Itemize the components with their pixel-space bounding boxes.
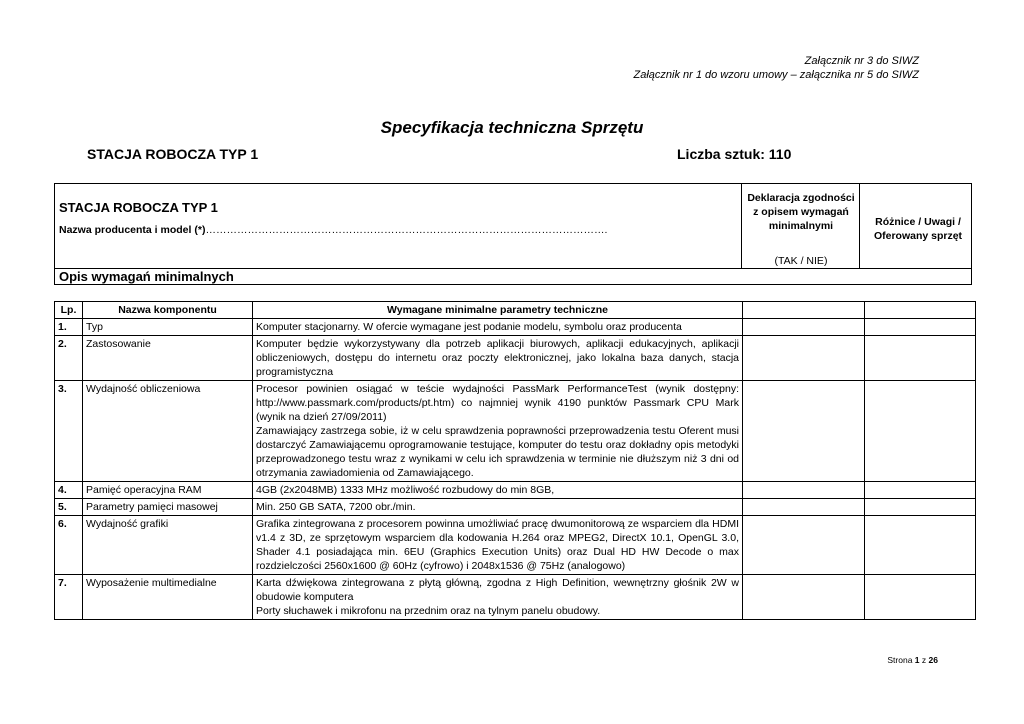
declaration-cell[interactable] [743, 499, 865, 516]
component-name: Wyposażenie multimedialne [83, 575, 253, 620]
differences-cell[interactable] [865, 336, 976, 381]
differences-cell[interactable] [865, 499, 976, 516]
requirement-text: Procesor powinien osiągać w teście wydajności PassMark PerformanceTest (wynik dostępny: http://www.passmark.com/products/pt.htm) co najmniej wynik 4190 punktów Passmark CPU Mark (wynik na dzień 27/09/2011) Zamawiający zastrzega sobie, iż w celu sprawdzenia poprawności przeprowadzenia testu Oferent musi dostarczyć Zamawiającemu oprogramowanie testujące, komputer do testu oraz dokładny opis metodyki przeprowadzonego testu wraz z wynikami w celu ich sprawdzenia w terminie nie dłuższym niż 3 dni od otrzymania zawiadomienia od Zamawiającego. [253, 381, 743, 482]
row-number: 7. [55, 575, 83, 620]
col-header-requirements: Wymagane minimalne parametry techniczne [253, 302, 743, 319]
producer-model-label: Nazwa producenta i model (*) [59, 224, 206, 236]
box-divider [859, 184, 860, 268]
col-header-differences [865, 302, 976, 319]
declaration-cell[interactable] [743, 319, 865, 336]
box-divider [741, 184, 742, 268]
document-title: Specyfikacja techniczna Sprzętu [380, 118, 644, 137]
page-footer [887, 655, 938, 665]
component-name: Pamięć operacyjna RAM [83, 482, 253, 499]
table-header-row [55, 302, 976, 319]
tak-nie-note: (TAK / NIE) [774, 255, 828, 267]
header-annex-line-1: Załącznik nr 3 do SIWZ [804, 55, 919, 67]
differences-cell[interactable] [865, 516, 976, 575]
component-name: Wydajność obliczeniowa [83, 381, 253, 482]
differences-header: Różnice / Uwagi / Oferowany sprzęt [873, 216, 963, 242]
row-number: 2. [55, 336, 83, 381]
producer-model-field [59, 224, 607, 236]
table-row [55, 336, 976, 381]
col-header-component: Nazwa komponentu [83, 302, 253, 319]
table-row [55, 575, 976, 620]
requirement-text: Komputer będzie wykorzystywany dla potrzeb aplikacji biurowych, aplikacji edukacyjnych, aplikacji obliczeniowych, dostępu do internetu oraz poczty elektronicznej, jako lokalna baza danych, stacja programistyczna [253, 336, 743, 381]
box-title: STACJA ROBOCZA TYP 1 [59, 200, 218, 215]
table-row [55, 516, 976, 575]
table-row [55, 381, 976, 482]
quantity-heading: Liczba sztuk: 110 [677, 146, 792, 162]
differences-cell[interactable] [865, 381, 976, 482]
declaration-cell[interactable] [743, 381, 865, 482]
component-name: Wydajność grafiki [83, 516, 253, 575]
requirement-text: Karta dźwiękowa zintegrowana z płytą główną, zgodna z High Definition, wewnętrzny głośnik 2W w obudowie komputera Porty słuchawek i mikrofonu na przednim oraz na tylnym panelu obudowy. [253, 575, 743, 620]
page-number: 1 [914, 655, 920, 665]
requirement-text: 4GB (2x2048MB) 1333 MHz możliwość rozbudowy do min 8GB, [253, 482, 743, 499]
declaration-cell[interactable] [743, 482, 865, 499]
declaration-box [54, 183, 972, 285]
row-number: 5. [55, 499, 83, 516]
declaration-header: Deklaracja zgodności z opisem wymagań minimalnymi [747, 192, 855, 232]
section-heading: Opis wymagań minimalnych [59, 269, 234, 284]
table-row [55, 499, 976, 516]
producer-model-placeholder: ……………………………………………………………………………………………………. [205, 224, 608, 236]
requirement-text: Grafika zintegrowana z procesorem powinna umożliwiać pracę dwumonitorową ze wsparciem dla HDMI v1.4 z 3D, ze sprzętowym wsparciem dla kodowania H.264 oraz MPEG2, DirectX 10.1, OpenGL 3.0, Shader 4.1 posiadająca min. 6EU (Graphics Execution Units) oraz Dual HD HW Decode o max rozdzielczości 2560x1600 @ 60Hz (cyfrowo) i 2048x1536 @ 75Hz (analogowo) [253, 516, 743, 575]
table-row [55, 482, 976, 499]
differences-cell[interactable] [865, 575, 976, 620]
component-name: Parametry pamięci masowej [83, 499, 253, 516]
requirement-text: Komputer stacjonarny. W ofercie wymagane jest podanie modelu, symbolu oraz producenta [253, 319, 743, 336]
declaration-cell[interactable] [743, 575, 865, 620]
row-number: 3. [55, 381, 83, 482]
page-label: Strona [887, 655, 913, 665]
requirement-text: Min. 250 GB SATA, 7200 obr./min. [253, 499, 743, 516]
header-annex-line-2: Załącznik nr 1 do wzoru umowy – załącznika nr 5 do SIWZ [633, 69, 919, 81]
col-header-lp: Lp. [55, 302, 83, 319]
declaration-cell[interactable] [743, 516, 865, 575]
table-row [55, 319, 976, 336]
requirements-table [54, 301, 976, 620]
page-total: 26 [928, 655, 938, 665]
col-header-declaration [743, 302, 865, 319]
component-name: Typ [83, 319, 253, 336]
row-number: 1. [55, 319, 83, 336]
differences-cell[interactable] [865, 319, 976, 336]
page-of: z [921, 655, 927, 665]
row-number: 6. [55, 516, 83, 575]
workstation-type-heading: STACJA ROBOCZA TYP 1 [87, 146, 259, 162]
row-number: 4. [55, 482, 83, 499]
component-name: Zastosowanie [83, 336, 253, 381]
differences-cell[interactable] [865, 482, 976, 499]
declaration-cell[interactable] [743, 336, 865, 381]
